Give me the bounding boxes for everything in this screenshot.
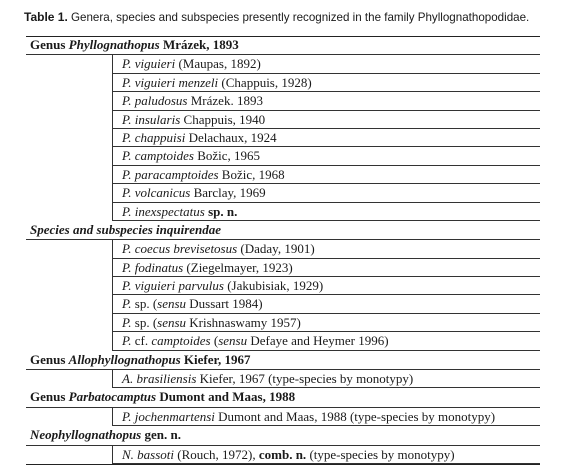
species-cell xyxy=(112,277,540,295)
text-run: ( xyxy=(210,333,219,349)
text-run: Parbatocamptus xyxy=(68,389,157,405)
text-run: A. brasiliensis xyxy=(122,371,197,387)
species-cell xyxy=(112,295,540,313)
text-run: (Rouch, 1972), xyxy=(174,446,259,462)
genus-heading-row xyxy=(26,426,540,445)
species-cell xyxy=(112,314,540,332)
species-cell xyxy=(112,166,540,184)
text-run: Genus xyxy=(30,351,69,367)
text-run: P. coecus brevisetosus xyxy=(122,241,238,257)
text-run: P. xyxy=(122,296,132,312)
text-run: Defaye and Heymer 1996) xyxy=(247,333,389,349)
species-text xyxy=(122,332,389,350)
species-cell xyxy=(112,147,540,165)
species-row xyxy=(26,184,540,202)
text-run: (Ziegelmayer, 1923) xyxy=(183,259,293,275)
text-run: Genus xyxy=(30,37,69,52)
species-cell xyxy=(112,92,540,110)
text-run: Species and subspecies inquirendae xyxy=(30,221,222,237)
text-run: Božic, 1968 xyxy=(218,166,285,182)
species-text xyxy=(122,370,413,388)
genus-heading-row xyxy=(26,36,540,55)
text-run: Phyllognathopus xyxy=(68,37,160,52)
text-run: Chappuis, 1940 xyxy=(180,111,266,127)
text-run: P. paracamptoides xyxy=(122,166,219,182)
species-cell xyxy=(112,259,540,277)
species-cell xyxy=(112,240,540,258)
text-run: P. insularis xyxy=(122,111,181,127)
text-run: P. jochenmartensi xyxy=(122,408,215,424)
genus-heading-text xyxy=(30,351,251,369)
species-cell xyxy=(112,55,540,73)
species-row xyxy=(26,203,540,221)
table-caption-text: Genera, species and subspecies presently recognized in the family Phyllognathopodidae. xyxy=(67,11,530,24)
text-run: P. viguieri parvulus xyxy=(122,278,224,294)
species-row xyxy=(26,74,540,92)
species-cell xyxy=(112,129,540,147)
text-run: P. inexspectatus xyxy=(122,203,205,219)
genus-heading-row xyxy=(26,351,540,370)
species-text xyxy=(122,184,266,202)
species-text xyxy=(122,166,285,184)
text-run: P. volcanicus xyxy=(122,185,191,201)
species-text xyxy=(122,408,495,426)
table-label: Table 1. xyxy=(24,10,68,24)
species-row xyxy=(26,111,540,129)
text-run: Dumont and Maas, 1988 xyxy=(156,389,296,405)
text-run: (Chappuis, 1928) xyxy=(218,74,312,90)
species-text xyxy=(122,277,323,295)
text-run: sp. ( xyxy=(131,296,158,312)
text-run: sp. n. xyxy=(204,203,238,219)
species-row xyxy=(26,92,540,110)
species-text xyxy=(122,55,261,73)
text-run: Dussart 1984) xyxy=(186,296,263,312)
species-text xyxy=(122,129,277,147)
species-text xyxy=(122,147,260,165)
text-run: P. camptoides xyxy=(122,148,194,164)
text-run: (type-species by monotypy) xyxy=(306,446,455,462)
species-row xyxy=(26,277,540,295)
species-text xyxy=(122,259,293,277)
text-run: P. viguieri xyxy=(122,56,176,72)
genus-heading-row xyxy=(26,388,540,407)
text-run: Kiefer, 1967 (type-species by monotypy) xyxy=(196,371,414,387)
text-run: sensu xyxy=(157,296,187,312)
table-caption xyxy=(24,10,560,25)
species-text xyxy=(122,240,315,258)
species-row xyxy=(26,129,540,147)
species-row xyxy=(26,314,540,332)
species-cell xyxy=(112,184,540,202)
text-run: P. xyxy=(122,314,132,330)
species-text xyxy=(122,314,301,332)
species-row xyxy=(26,147,540,165)
species-text xyxy=(122,295,263,313)
text-run: Genus xyxy=(30,389,69,405)
text-run: P. fodinatus xyxy=(122,259,184,275)
genus-heading-text xyxy=(30,36,239,54)
genus-heading-text xyxy=(30,221,221,239)
species-text xyxy=(122,446,455,464)
text-run: camptoides xyxy=(151,333,211,349)
species-row xyxy=(26,332,540,350)
species-cell xyxy=(112,332,540,350)
genus-heading-text xyxy=(30,388,295,406)
text-run: comb. n. xyxy=(258,446,307,462)
species-row xyxy=(26,240,540,258)
species-row xyxy=(26,295,540,313)
species-cell xyxy=(112,370,540,388)
genus-heading-row xyxy=(26,221,540,240)
text-run: cf. xyxy=(131,333,152,349)
genus-heading-text xyxy=(30,426,181,444)
species-cell xyxy=(112,203,540,221)
text-run: Mrázek. 1893 xyxy=(187,93,263,109)
species-text xyxy=(122,203,237,221)
text-run: (Maupas, 1892) xyxy=(175,56,261,72)
text-run: (Jakubisiak, 1929) xyxy=(223,278,324,294)
species-row xyxy=(26,370,540,388)
species-text xyxy=(122,74,312,92)
text-run: sensu xyxy=(157,314,187,330)
species-cell xyxy=(112,446,540,464)
text-run: P. xyxy=(122,333,132,349)
species-text xyxy=(122,92,263,110)
text-run: sp. ( xyxy=(131,314,158,330)
text-run: Kiefer, 1967 xyxy=(180,351,251,367)
species-row xyxy=(26,55,540,73)
taxonomy-table xyxy=(26,36,540,464)
text-run: Dumont and Maas, 1988 (type-species by monotypy) xyxy=(214,408,496,424)
species-cell xyxy=(112,111,540,129)
table-bottom-rule xyxy=(26,464,540,465)
species-cell xyxy=(112,408,540,426)
text-run: Krishnaswamy 1957) xyxy=(186,314,301,330)
text-run: Neophyllognathopus xyxy=(30,427,142,443)
text-run: P. chappuisi xyxy=(122,129,186,145)
species-row xyxy=(26,259,540,277)
species-text xyxy=(122,111,265,129)
species-row xyxy=(26,446,540,464)
species-row xyxy=(26,166,540,184)
species-row xyxy=(26,408,540,426)
text-run: sensu xyxy=(218,333,248,349)
text-run: (Daday, 1901) xyxy=(237,241,315,257)
text-run: Allophyllognathopus xyxy=(68,351,181,367)
text-run: gen. n. xyxy=(141,427,181,443)
text-run: Delachaux, 1924 xyxy=(185,129,277,145)
species-cell xyxy=(112,74,540,92)
text-run: Božic, 1965 xyxy=(193,148,261,164)
text-run: P. paludosus xyxy=(122,93,188,109)
text-run: Barclay, 1969 xyxy=(190,185,266,201)
text-run: N. bassoti xyxy=(122,446,175,462)
text-run: Mrázek, 1893 xyxy=(159,37,239,52)
text-run: P. viguieri menzeli xyxy=(122,74,219,90)
